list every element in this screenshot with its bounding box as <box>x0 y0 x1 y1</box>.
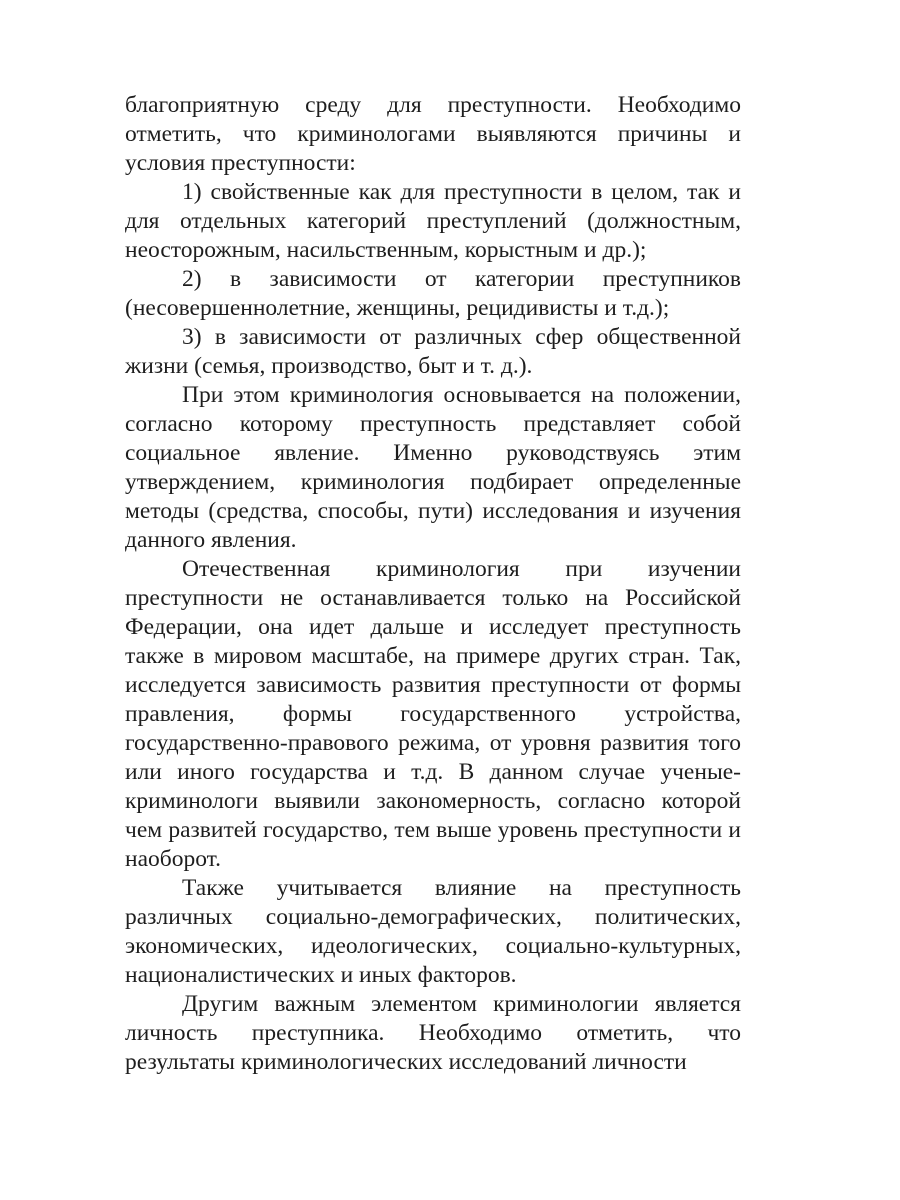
list-item-3: 3) в зависимости от различных сфер общественной жизни (семья, производство, быт и т. д.). <box>125 324 741 379</box>
list-item-2: 2) в зависимости от категории преступников (несовершеннолетние, женщины, рецидивисты и т.д.); <box>125 266 741 321</box>
body-text <box>125 91 741 1077</box>
paragraph-offender-personality: Другим важным элементом криминологии является личность преступника. Необходимо отметить, что результаты криминологических исследований личности <box>125 991 741 1075</box>
paragraph-continuation: благоприятную среду для преступности. Необходимо отметить, что криминологами выявляются причины и условия преступности: <box>125 92 741 176</box>
paragraph-criminology-basis: При этом криминология основывается на положении, согласно которому преступность представляет собой социальное явление. Именно руководствуясь этим утверждением, криминология подбирает определенные методы (средства, способы, пути) исследования и изучения данного явления. <box>125 382 741 553</box>
paragraph-factors: Также учитывается влияние на преступность различных социально-демографических, политических, экономических, идеологических, социально-культурных, националистических и иных факторов. <box>125 875 741 988</box>
paragraph-domestic-criminology: Отечественная криминология при изучении преступности не останавливается только на Российской Федерации, она идет дальше и исследует преступность также в мировом масштабе, на примере других стран. Так, исследуется зависимость развития преступности от формы правления, формы государственного устройства, государственно-правового режима, от уровня развития того или иного государства и т.д. В данном случае ученые-криминологи выявили закономерность, согласно которой чем развитей государство, тем выше уровень преступности и наоборот. <box>125 556 741 872</box>
list-item-1: 1) свойственные как для преступности в целом, так и для отдельных категорий преступлений (должностным, неосторожным, насильственным, корыстным и др.); <box>125 179 741 263</box>
